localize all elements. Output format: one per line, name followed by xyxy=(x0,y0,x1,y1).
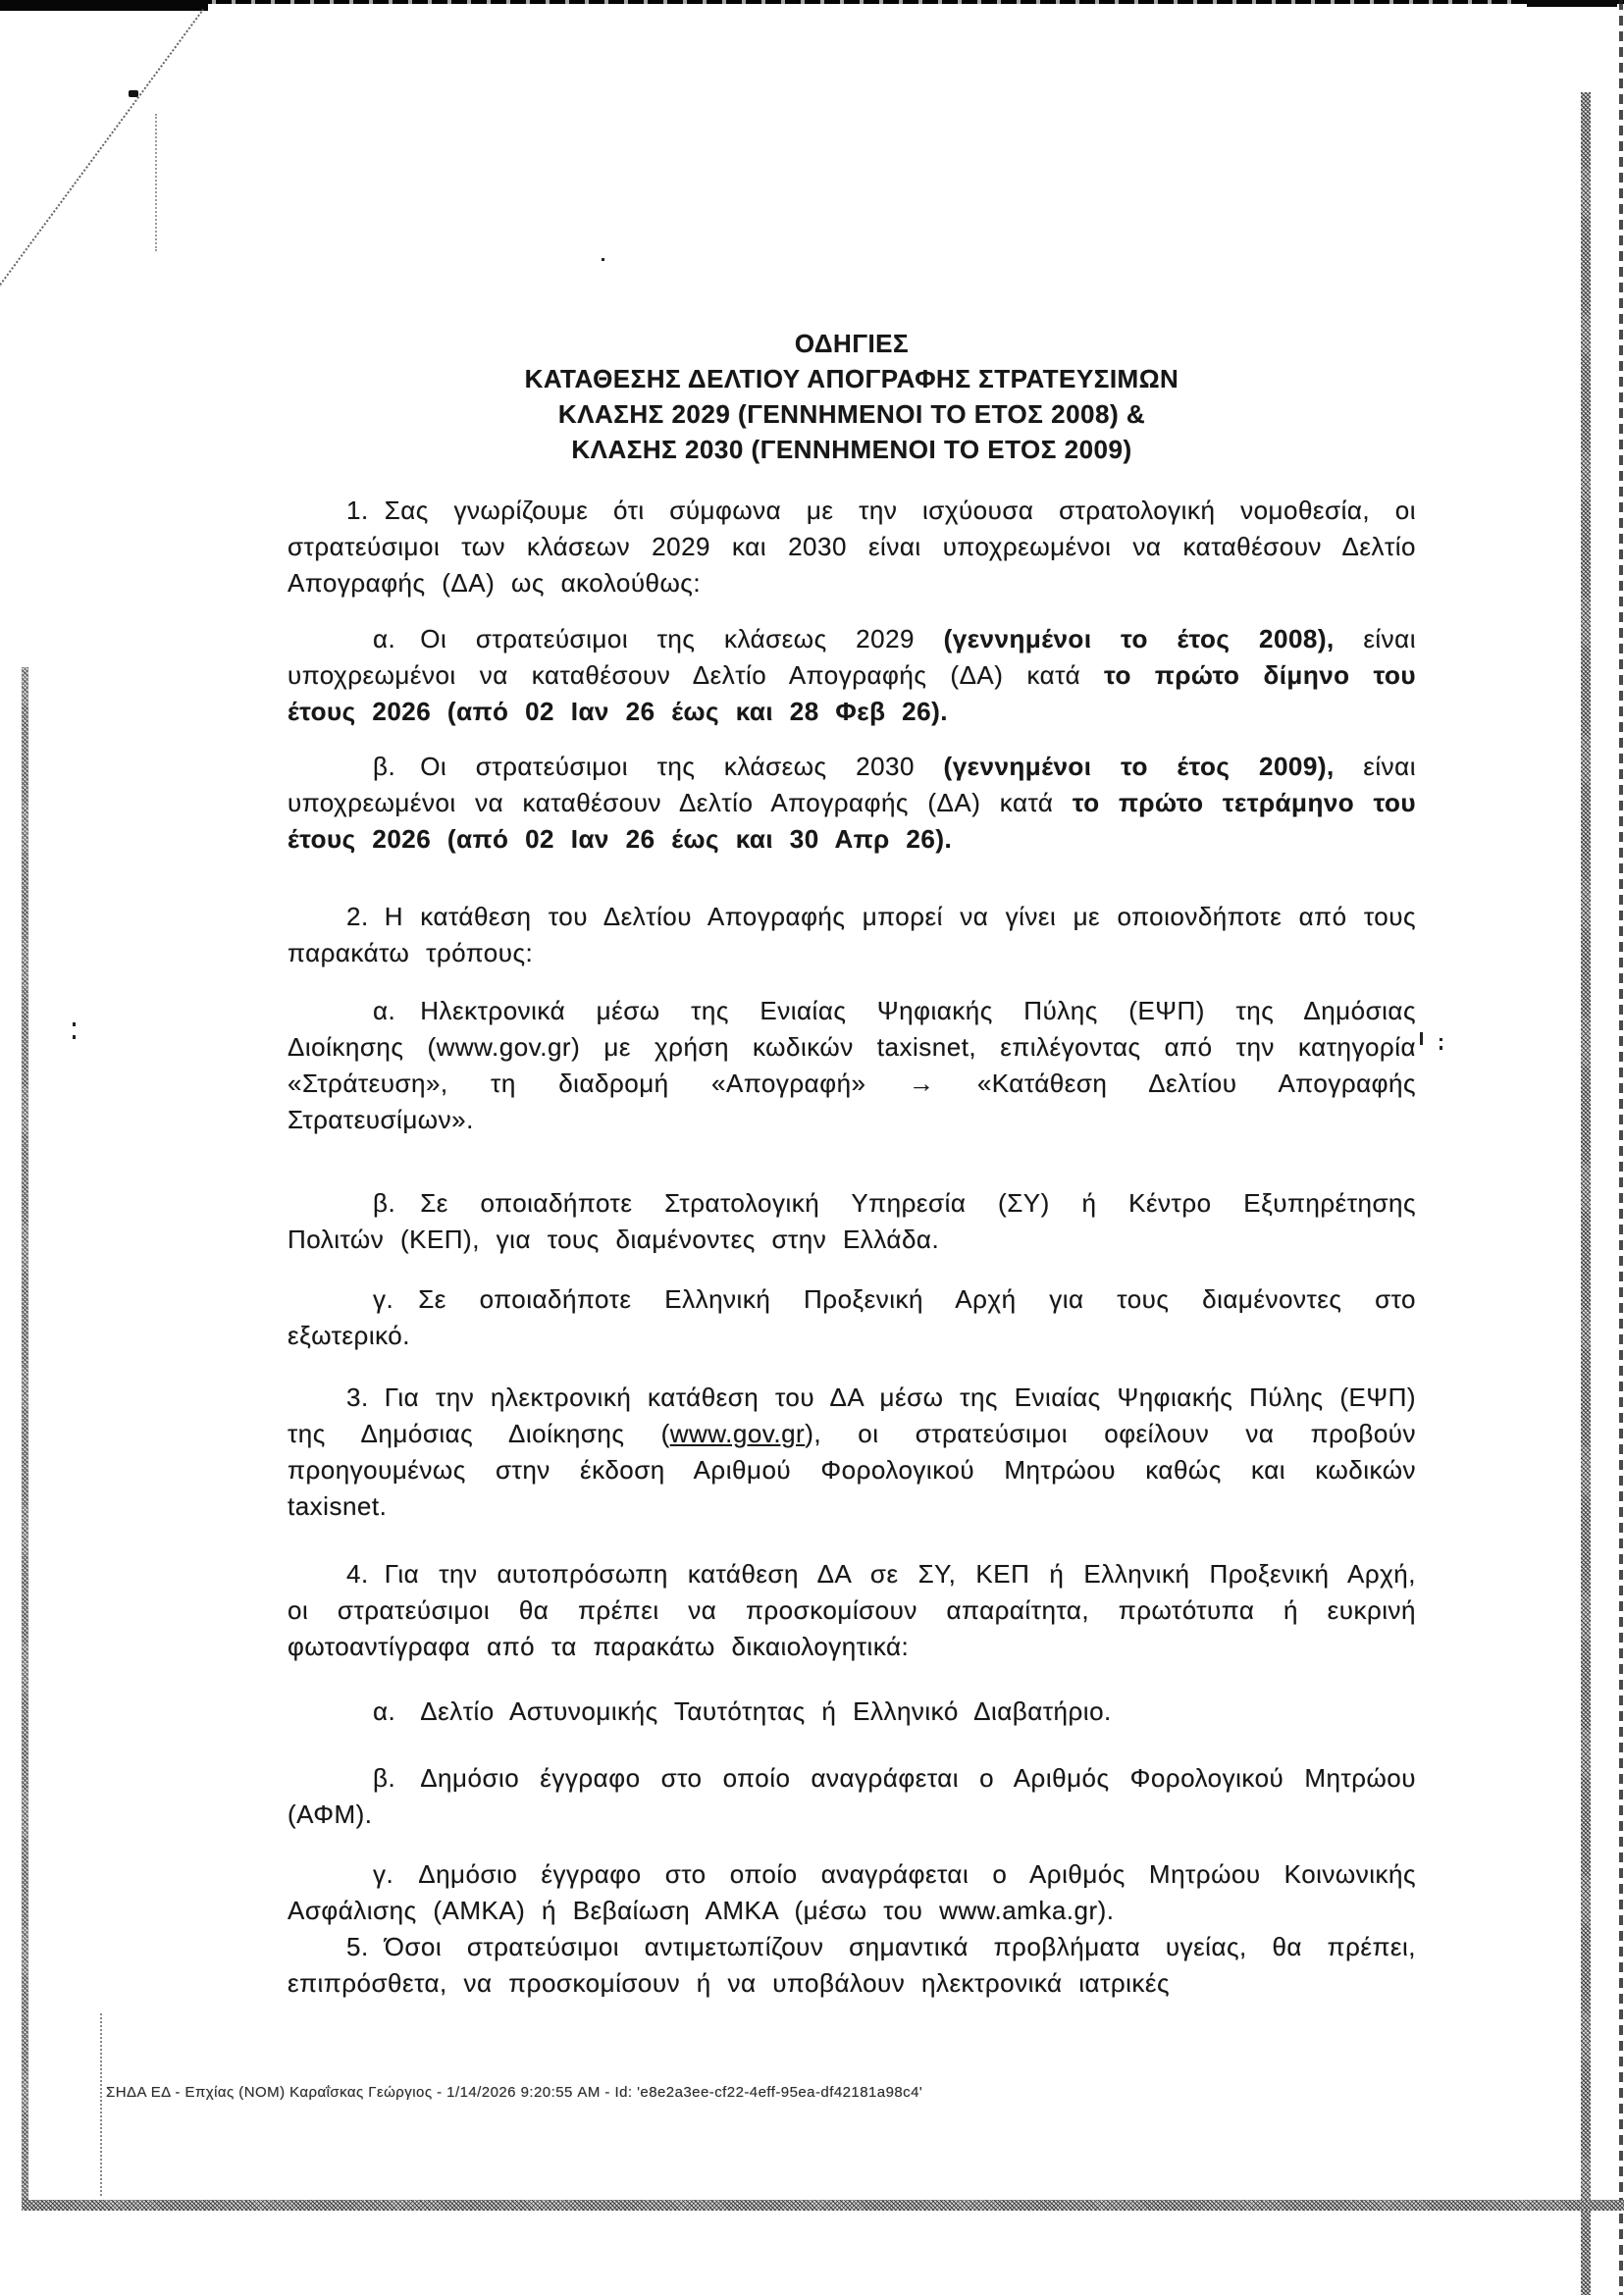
scan-speckle xyxy=(602,258,604,261)
document-title xyxy=(288,326,1416,467)
scan-artifact-right-edge-line xyxy=(1619,0,1623,2295)
paragraph-2 xyxy=(288,899,1416,971)
scan-artifact-right-gray-bar xyxy=(1581,92,1591,2295)
text-run-bold: (γεννημένοι το έτος 2008), xyxy=(943,624,1335,653)
item-beta-label: β. xyxy=(373,752,396,781)
paragraph-3-number: 3. xyxy=(346,1382,369,1412)
scan-artifact-ink-blob xyxy=(129,90,138,97)
scan-artifact-top-edge xyxy=(0,0,1624,4)
paragraph-2-item-alpha xyxy=(288,993,1416,1138)
paragraph-4a-text: Δελτίο Αστυνομικής Ταυτότητας ή Ελληνικό Διαβατήριο. xyxy=(420,1696,1112,1726)
paragraph-3 xyxy=(288,1380,1416,1525)
text-run-bold: (γεννημένοι το έτος 2009), xyxy=(943,752,1335,781)
text-run: Για την ηλεκτρονική κατάθεση του ΔΑ μέσω της Ενιαίας Ψηφιακής Πύλης (ΕΨΠ) της Δημόσιας Διοίκησης ( xyxy=(288,1382,1416,1448)
text-run: ), οι στρατεύσιμοι οφείλουν να προβούν προηγουμένως στην έκδοση Αριθμού Φορολογικού Μητρώου καθώς και κωδικών taxisnet. xyxy=(288,1419,1417,1521)
paragraph-2-item-gamma xyxy=(288,1281,1416,1354)
text-run: είναι υποχρεωμένοι να καταθέσουν Δελτίο Απογραφής (ΔΑ) κατά xyxy=(288,624,1416,690)
item-alpha-label: α. xyxy=(373,624,396,653)
paragraph-1-item-beta xyxy=(288,749,1416,858)
scan-speckle xyxy=(1440,1046,1442,1050)
paragraph-4b-text: Δημόσιο έγγραφο στο οποίο αναγράφεται ο Αριθμός Φορολογικού Μητρώου (ΑΦΜ). xyxy=(288,1763,1416,1829)
paragraph-4 xyxy=(288,1556,1416,1665)
paragraph-2-item-beta xyxy=(288,1185,1416,1258)
signature-footer-line: ΣΗΔΑ ΕΔ - Επχίας (ΝΟΜ) Καραΐσκας Γεώργιος - 1/14/2026 9:20:55 AM - Id: 'e8e2a3ee-cf22-4eff-95ea-df42181a98c4' xyxy=(106,2084,923,2101)
item-alpha-label: α. xyxy=(373,1696,396,1726)
item-beta-label: β. xyxy=(373,1763,396,1793)
scan-speckle xyxy=(1440,1038,1442,1041)
paragraph-1-text: Σας γνωρίζουμε ότι σύμφωνα με την ισχύουσα στρατολογική νομοθεσία, οι στρατεύσιμοι των κλάσεων 2029 και 2030 είναι υποχρεωμένοι να καταθέσουν Δελτίο Απογραφής (ΔΑ) ως ακολούθως: xyxy=(288,496,1416,598)
text-run-bold: το πρώτο δίμηνο του έτους 2026 (από 02 Ιαν 26 έως και 28 Φεβ 26). xyxy=(288,660,1416,726)
document-body xyxy=(288,326,1416,2002)
paragraph-5 xyxy=(288,1929,1416,2002)
scan-speckle xyxy=(73,1022,76,1026)
scan-artifact-left-gray-bar xyxy=(22,667,28,2211)
text-run: Οι στρατεύσιμοι της κλάσεως 2029 xyxy=(420,624,944,653)
paragraph-5-number: 5. xyxy=(346,1932,369,1961)
text-run: είναι υποχρεωμένοι να καταθέσουν Δελτίο Απογραφής (ΔΑ) κατά xyxy=(288,752,1416,817)
item-gamma-label: γ. xyxy=(373,1284,394,1314)
text-run-bold: το πρώτο τετράμηνο του έτους 2026 (από 02 Ιαν 26 έως και 30 Απρ 26). xyxy=(288,788,1416,854)
title-line-3: ΚΛΑΣΗΣ 2029 (ΓΕΝΝΗΜΕΝΟΙ ΤΟ ΕΤΟΣ 2008) & xyxy=(557,399,1146,429)
paragraph-4-item-gamma xyxy=(288,1856,1416,1929)
item-beta-label: β. xyxy=(373,1188,396,1218)
paragraph-4-item-alpha xyxy=(288,1694,1416,1730)
item-gamma-label: γ. xyxy=(373,1859,394,1889)
gov-gr-link: www.gov.gr xyxy=(669,1419,806,1448)
scan-artifact-top-band-right xyxy=(1527,0,1617,7)
paragraph-2c-text: Σε οποιαδήποτε Ελληνική Προξενική Αρχή για τους διαμένοντες στο εξωτερικό. xyxy=(288,1284,1416,1350)
paragraph-5-text: Όσοι στρατεύσιμοι αντιμετωπίζουν σημαντικά προβλήματα υγείας, θα πρέπει, επιπρόσθετα, να προσκομίσουν ή να υποβάλουν ηλεκτρονικά ιατρικές xyxy=(288,1932,1416,1998)
paragraph-1 xyxy=(288,493,1416,601)
scan-artifact-top-band-left xyxy=(0,0,208,11)
text-run: Οι στρατεύσιμοι της κλάσεως 2030 xyxy=(420,752,944,781)
paragraph-4-number: 4. xyxy=(346,1559,369,1589)
title-line-4: ΚΛΑΣΗΣ 2030 (ΓΕΝΝΗΜΕΝΟΙ ΤΟ ΕΤΟΣ 2009) xyxy=(571,435,1132,464)
paragraph-1-number: 1. xyxy=(346,496,369,525)
scan-speckle xyxy=(1420,1032,1423,1045)
paragraph-4-item-beta xyxy=(288,1760,1416,1833)
title-line-1: ΟΔΗΓΙΕΣ xyxy=(794,329,910,358)
scan-speckle xyxy=(73,1035,76,1039)
paragraph-2a-text: Ηλεκτρονικά μέσω της Ενιαίας Ψηφιακής Πύλης (ΕΨΠ) της Δημόσιας Διοίκησης (www.gov.gr) με χρήση κωδικών taxisnet, επιλέγοντας από την κατηγορία «Στράτευση», τη διαδρομή «Απογραφή» → «Κατάθεση Δελτίου Απογραφής Στρατευσίμων». xyxy=(288,996,1416,1134)
item-alpha-label: α. xyxy=(373,996,396,1025)
scan-artifact-dotted-line-topleft xyxy=(155,114,157,251)
title-line-2: ΚΑΤΑΘΕΣΗΣ ΔΕΛΤΙΟΥ ΑΠΟΓΡΑΦΗΣ ΣΤΡΑΤΕΥΣΙΜΩΝ xyxy=(524,364,1179,393)
paragraph-2-number: 2. xyxy=(346,902,369,931)
paragraph-2b-text: Σε οποιαδήποτε Στρατολογική Υπηρεσία (ΣΥ) ή Κέντρο Εξυπηρέτησης Πολιτών (ΚΕΠ), για τους διαμένοντες στην Ελλάδα. xyxy=(288,1188,1416,1254)
scan-artifact-bottom-gray-bar xyxy=(22,2200,1624,2211)
scan-artifact-fold-line xyxy=(0,9,204,288)
scan-artifact-dotted-line-bottomleft xyxy=(100,2013,102,2196)
paragraph-4c-text: Δημόσιο έγγραφο στο οποίο αναγράφεται ο Αριθμός Μητρώου Κοινωνικής Ασφάλισης (ΑΜΚΑ) ή Βεβαίωση ΑΜΚΑ (μέσω του www.amka.gr). xyxy=(288,1859,1416,1925)
paragraph-4-text: Για την αυτοπρόσωπη κατάθεση ΔΑ σε ΣΥ, ΚΕΠ ή Ελληνική Προξενική Αρχή, οι στρατεύσιμοι θα πρέπει να προσκομίσουν απαραίτητα, πρωτότυπα ή ευκρινή φωτοαντίγραφα από τα παρακάτω δικαιολογητικά: xyxy=(288,1559,1416,1661)
paragraph-2-text: Η κατάθεση του Δελτίου Απογραφής μπορεί να γίνει με οποιονδήποτε από τους παρακάτω τρόπους: xyxy=(288,902,1416,967)
paragraph-1-item-alpha xyxy=(288,621,1416,730)
